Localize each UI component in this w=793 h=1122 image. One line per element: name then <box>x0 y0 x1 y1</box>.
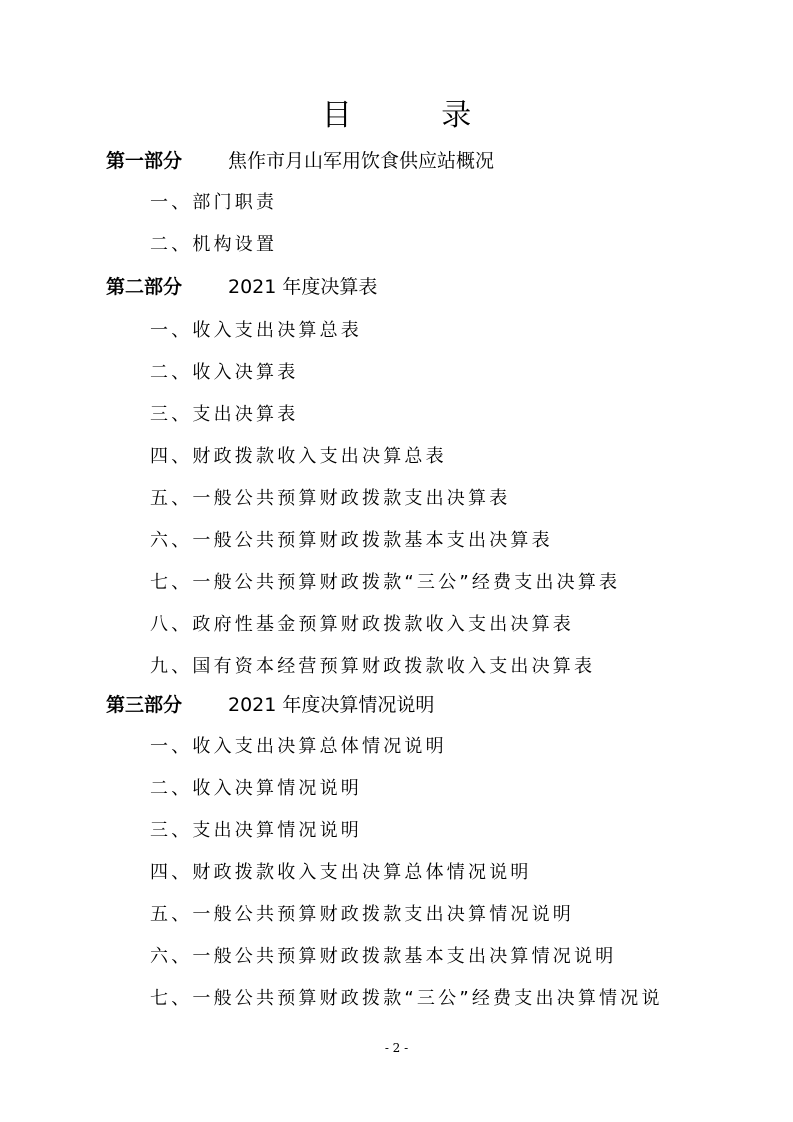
toc-part-3[interactable] <box>106 692 434 718</box>
toc-item[interactable]: 六、一般公共预算财政拨款基本支出决算表 <box>150 530 553 551</box>
part-name: 2021 年度决算情况说明 <box>228 694 435 716</box>
part-number: 第三部分 <box>106 694 183 716</box>
toc-item[interactable]: 一、部门职责 <box>150 192 278 213</box>
toc-part-2[interactable] <box>106 274 377 300</box>
toc-item[interactable]: 一、收入支出决算总体情况说明 <box>150 736 447 757</box>
toc-part-1[interactable] <box>106 148 494 174</box>
toc-item[interactable]: 一、收入支出决算总表 <box>150 320 362 341</box>
page-title: 目 录 <box>321 98 512 133</box>
toc-item[interactable]: 二、收入决算表 <box>150 362 299 383</box>
toc-item[interactable]: 三、支出决算情况说明 <box>150 820 362 841</box>
toc-item[interactable]: 六、一般公共预算财政拨款基本支出决算情况说明 <box>150 946 617 967</box>
toc-item[interactable]: 八、政府性基金预算财政拨款收入支出决算表 <box>150 614 574 635</box>
part-name: 2021 年度决算表 <box>228 276 378 298</box>
toc-item[interactable]: 三、支出决算表 <box>150 404 299 425</box>
toc-item[interactable]: 四、财政拨款收入支出决算总表 <box>150 446 447 467</box>
part-name: 焦作市月山军用饮食供应站概况 <box>228 150 495 172</box>
page-number: - 2 - <box>384 1041 409 1055</box>
toc-item[interactable]: 七、一般公共预算财政拨款“三公”经费支出决算表 <box>150 572 621 593</box>
part-number: 第二部分 <box>106 276 183 298</box>
toc-item[interactable]: 七、一般公共预算财政拨款“三公”经费支出决算情况说 <box>150 988 663 1009</box>
toc-item[interactable]: 二、机构设置 <box>150 234 278 255</box>
toc-item[interactable]: 四、财政拨款收入支出决算总体情况说明 <box>150 862 532 883</box>
toc-item[interactable]: 五、一般公共预算财政拨款支出决算表 <box>150 488 511 509</box>
toc-item[interactable]: 五、一般公共预算财政拨款支出决算情况说明 <box>150 904 574 925</box>
toc-item[interactable]: 九、国有资本经营预算财政拨款收入支出决算表 <box>150 656 596 677</box>
part-number: 第一部分 <box>106 150 183 172</box>
toc-item[interactable]: 二、收入决算情况说明 <box>150 778 362 799</box>
